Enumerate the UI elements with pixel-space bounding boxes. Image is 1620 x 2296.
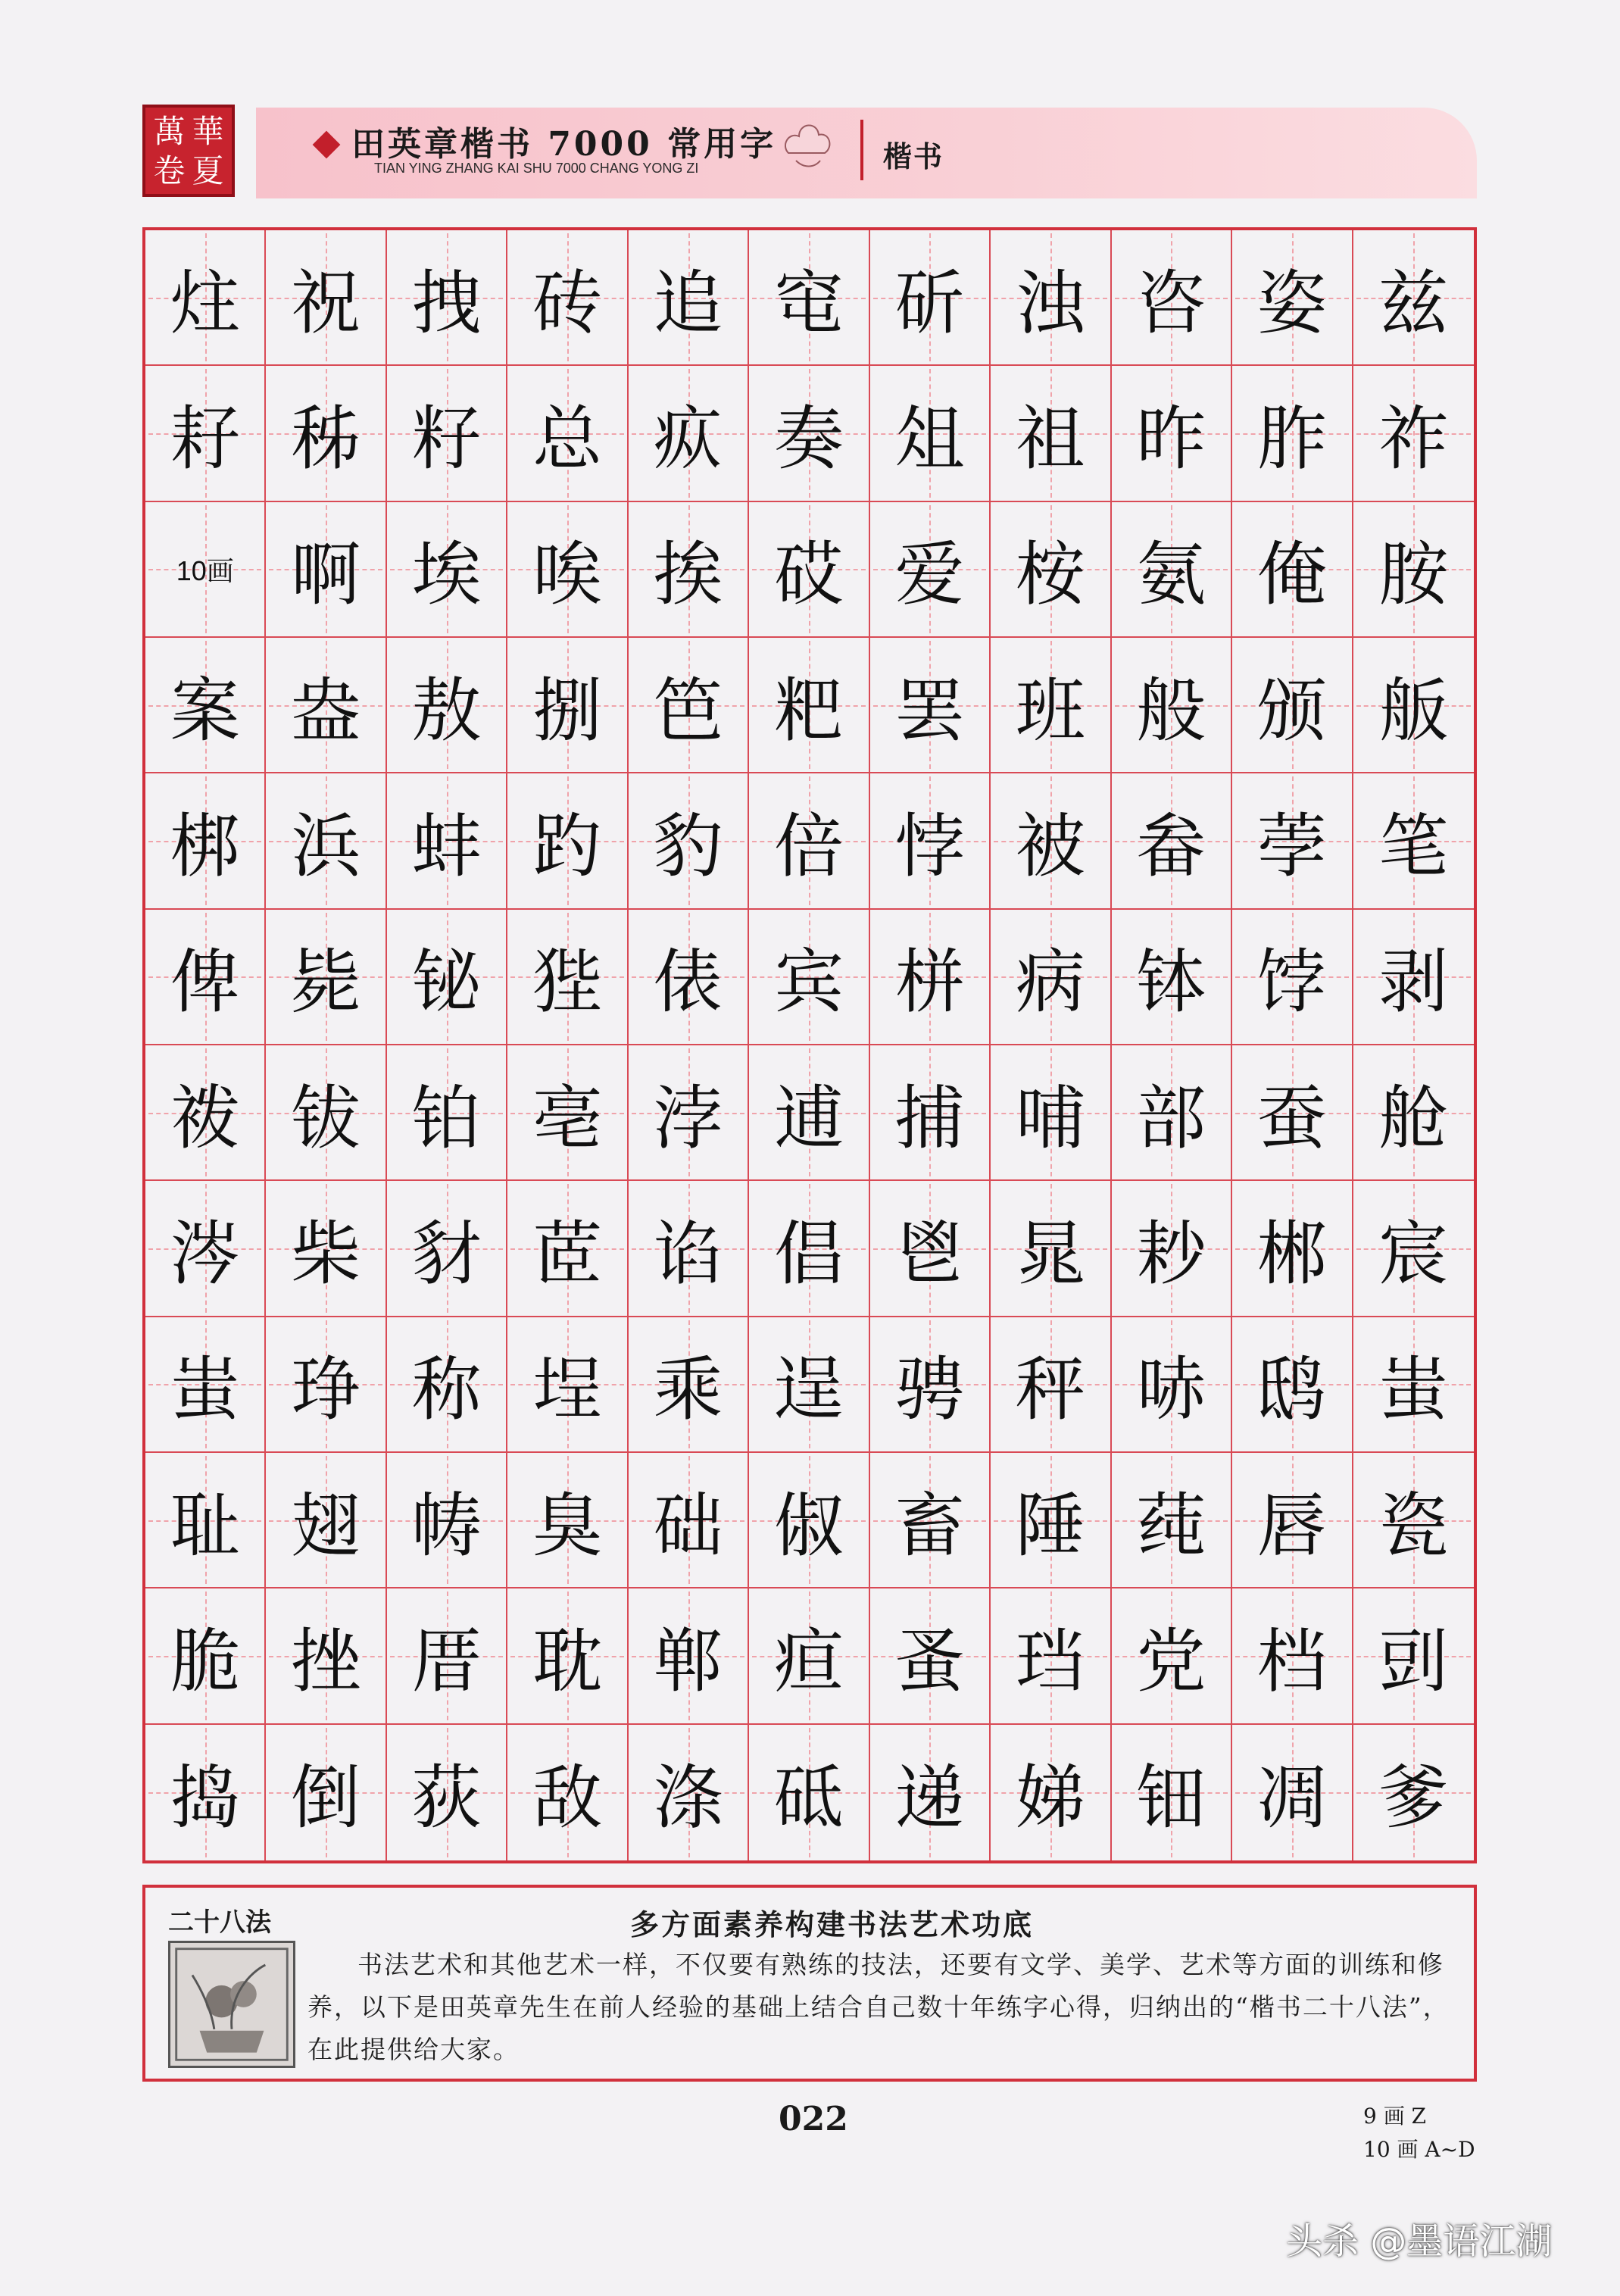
character: 蚌 bbox=[411, 805, 482, 887]
character-cell bbox=[266, 1588, 386, 1724]
character-cell bbox=[507, 1725, 628, 1860]
flower-basket-illustration bbox=[168, 1941, 295, 2068]
character-cell bbox=[145, 910, 266, 1045]
character-cell bbox=[266, 638, 386, 773]
character: 浡 bbox=[653, 1077, 723, 1159]
stroke-count-label-cell bbox=[145, 502, 266, 638]
character: 浜 bbox=[291, 805, 361, 887]
character: 舱 bbox=[1378, 1077, 1449, 1159]
character: 俵 bbox=[653, 942, 723, 1023]
character-cell bbox=[507, 773, 628, 909]
book-title: 田英章楷书 7000 常用字 bbox=[351, 125, 777, 164]
character-cell bbox=[991, 1317, 1111, 1453]
character: 娣 bbox=[1015, 1757, 1085, 1839]
character-cell bbox=[387, 1317, 507, 1453]
character: 粑 bbox=[773, 670, 844, 751]
character: 窀 bbox=[773, 262, 844, 344]
character: 胙 bbox=[1256, 398, 1327, 480]
character-cell bbox=[1353, 230, 1474, 366]
character: 宸 bbox=[1378, 1213, 1449, 1295]
character: 追 bbox=[653, 262, 723, 344]
character: 砥 bbox=[773, 1757, 844, 1839]
character-cell bbox=[507, 1317, 628, 1453]
seal-char: 華 bbox=[192, 113, 224, 150]
index-line: 10 画 A~D bbox=[1363, 2137, 1475, 2162]
character-cell bbox=[266, 1453, 386, 1588]
character-cell bbox=[991, 1725, 1111, 1860]
character-cell bbox=[387, 502, 507, 638]
character: 蚤 bbox=[894, 1620, 965, 1702]
character-cell bbox=[870, 230, 991, 366]
character: 爹 bbox=[1378, 1757, 1449, 1839]
character: 悖 bbox=[894, 805, 965, 887]
character-cell bbox=[629, 1181, 749, 1317]
character-cell bbox=[991, 230, 1111, 366]
character-cell bbox=[507, 1045, 628, 1181]
footer-index bbox=[1363, 2100, 1475, 2166]
character-cell bbox=[749, 366, 869, 501]
character: 荸 bbox=[1256, 805, 1327, 887]
character-cell bbox=[1353, 773, 1474, 909]
character-cell bbox=[507, 910, 628, 1045]
character: 翅 bbox=[291, 1485, 361, 1567]
character: 谄 bbox=[653, 1213, 723, 1295]
character-cell bbox=[1353, 502, 1474, 638]
character-cell bbox=[1353, 366, 1474, 501]
character: 琤 bbox=[291, 1349, 361, 1431]
character-cell bbox=[870, 638, 991, 773]
character-cell bbox=[1232, 1588, 1353, 1724]
character-cell bbox=[507, 1181, 628, 1317]
character: 倡 bbox=[773, 1213, 844, 1295]
character-cell bbox=[1112, 230, 1232, 366]
character: 敖 bbox=[411, 670, 482, 751]
character: 钵 bbox=[1136, 942, 1206, 1023]
character-cell bbox=[1112, 1725, 1232, 1860]
character: 笔 bbox=[1378, 805, 1449, 887]
character: 剥 bbox=[1378, 942, 1449, 1023]
character-grid bbox=[142, 227, 1477, 1863]
character-cell bbox=[749, 230, 869, 366]
character-cell bbox=[1232, 366, 1353, 501]
character-cell bbox=[1232, 1317, 1353, 1453]
character-cell bbox=[1112, 1181, 1232, 1317]
character: 畚 bbox=[1136, 805, 1206, 887]
character-cell bbox=[629, 1317, 749, 1453]
character: 帱 bbox=[411, 1485, 482, 1567]
character-cell bbox=[1112, 1317, 1232, 1453]
character: 畜 bbox=[894, 1485, 965, 1567]
character-cell bbox=[991, 1588, 1111, 1724]
character-cell bbox=[266, 502, 386, 638]
character-cell bbox=[629, 366, 749, 501]
character: 铋 bbox=[411, 942, 482, 1023]
character-cell bbox=[145, 366, 266, 501]
character: 耔 bbox=[170, 398, 240, 480]
character: 捣 bbox=[170, 1757, 240, 1839]
character-cell bbox=[145, 773, 266, 909]
character: 祖 bbox=[1015, 398, 1085, 480]
character-cell bbox=[1353, 1453, 1474, 1588]
watermark-text: 头杀 @墨语江湖 bbox=[1286, 2220, 1553, 2263]
character: 递 bbox=[894, 1757, 965, 1839]
character: 捌 bbox=[532, 670, 603, 751]
page-header bbox=[142, 98, 1477, 198]
character: 厝 bbox=[411, 1620, 482, 1702]
character: 埃 bbox=[411, 534, 482, 616]
character: 蚩 bbox=[170, 1349, 240, 1431]
character: 乘 bbox=[653, 1349, 723, 1431]
character: 埕 bbox=[532, 1349, 603, 1431]
character-cell bbox=[870, 366, 991, 501]
character: 俎 bbox=[894, 398, 965, 480]
character-cell bbox=[507, 1453, 628, 1588]
character: 党 bbox=[1136, 1620, 1206, 1702]
character-cell bbox=[387, 1181, 507, 1317]
character: 疭 bbox=[653, 398, 723, 480]
character: 捕 bbox=[894, 1077, 965, 1159]
character-cell bbox=[266, 773, 386, 909]
character-cell bbox=[1232, 230, 1353, 366]
character-cell bbox=[387, 1453, 507, 1588]
character: 挨 bbox=[653, 534, 723, 616]
character: 唇 bbox=[1256, 1485, 1327, 1567]
character: 俺 bbox=[1256, 534, 1327, 616]
character-cell bbox=[749, 1588, 869, 1724]
character: 砹 bbox=[773, 534, 844, 616]
panel-tag: 二十八法 bbox=[168, 1907, 271, 1938]
character-cell bbox=[629, 1453, 749, 1588]
character: 蚕 bbox=[1256, 1077, 1327, 1159]
character: 耖 bbox=[1136, 1213, 1206, 1295]
character: 凋 bbox=[1256, 1757, 1327, 1839]
character-cell bbox=[870, 1453, 991, 1588]
character-cell bbox=[629, 502, 749, 638]
character: 臭 bbox=[532, 1485, 603, 1567]
character-cell bbox=[870, 1045, 991, 1181]
character-cell bbox=[1112, 1588, 1232, 1724]
character: 颁 bbox=[1256, 670, 1327, 751]
character: 宾 bbox=[773, 942, 844, 1023]
character-cell bbox=[1353, 1181, 1474, 1317]
panel-title: 多方面素养构建书法艺术功底 bbox=[630, 1907, 1035, 1941]
character: 涔 bbox=[170, 1213, 240, 1295]
character-cell bbox=[749, 1181, 869, 1317]
character: 倍 bbox=[773, 805, 844, 887]
character: 础 bbox=[653, 1485, 723, 1567]
info-panel bbox=[142, 1885, 1477, 2082]
character-cell bbox=[1112, 773, 1232, 909]
character-cell bbox=[266, 910, 386, 1045]
stroke-count-label: 10画 bbox=[176, 554, 234, 586]
character-cell bbox=[1232, 1045, 1353, 1181]
character: 啊 bbox=[291, 534, 361, 616]
character-cell bbox=[1112, 1453, 1232, 1588]
character-cell bbox=[1232, 910, 1353, 1045]
character-cell bbox=[991, 366, 1111, 501]
character: 毙 bbox=[291, 942, 361, 1023]
character: 秭 bbox=[291, 398, 361, 480]
character: 钿 bbox=[1136, 1757, 1206, 1839]
character-cell bbox=[629, 773, 749, 909]
character: 郸 bbox=[653, 1620, 723, 1702]
character-cell bbox=[1112, 366, 1232, 501]
character-cell bbox=[991, 1181, 1111, 1317]
character: 狴 bbox=[532, 942, 603, 1023]
character: 骋 bbox=[894, 1349, 965, 1431]
character: 爱 bbox=[894, 534, 965, 616]
seal-char: 夏 bbox=[192, 152, 224, 189]
character-cell bbox=[870, 502, 991, 638]
character-cell bbox=[266, 1181, 386, 1317]
character-cell bbox=[145, 1181, 266, 1317]
character-cell bbox=[145, 1588, 266, 1724]
character: 舨 bbox=[1378, 670, 1449, 751]
character: 钹 bbox=[291, 1077, 361, 1159]
book-subtitle: TIAN YING ZHANG KAI SHU 7000 CHANG YONG ZI bbox=[374, 161, 699, 176]
character: 豺 bbox=[411, 1213, 482, 1295]
character: 荻 bbox=[411, 1757, 482, 1839]
character: 祚 bbox=[1378, 398, 1449, 480]
character: 耽 bbox=[532, 1620, 603, 1702]
character: 哺 bbox=[1015, 1077, 1085, 1159]
character: 盎 bbox=[291, 670, 361, 751]
character-cell bbox=[870, 1317, 991, 1453]
character: 倒 bbox=[291, 1757, 361, 1839]
character: 炷 bbox=[170, 262, 240, 344]
character: 病 bbox=[1015, 942, 1085, 1023]
character-cell bbox=[991, 773, 1111, 909]
character-cell bbox=[145, 1045, 266, 1181]
character: 莼 bbox=[1136, 1485, 1206, 1567]
character-cell bbox=[1112, 1045, 1232, 1181]
character-cell bbox=[749, 1453, 869, 1588]
character-cell bbox=[1353, 1588, 1474, 1724]
character: 亳 bbox=[532, 1077, 603, 1159]
character: 鸱 bbox=[1256, 1349, 1327, 1431]
character: 班 bbox=[1015, 670, 1085, 751]
character: 脆 bbox=[170, 1620, 240, 1702]
character-cell bbox=[387, 230, 507, 366]
character-cell bbox=[507, 366, 628, 501]
character-cell bbox=[507, 638, 628, 773]
character-cell bbox=[629, 1725, 749, 1860]
character: 蚩 bbox=[1378, 1349, 1449, 1431]
character-cell bbox=[991, 1045, 1111, 1181]
character: 氨 bbox=[1136, 534, 1206, 616]
character: 砖 bbox=[532, 262, 603, 344]
seal-char: 萬 bbox=[153, 113, 186, 150]
character-cell bbox=[1353, 1045, 1474, 1181]
character-cell bbox=[1112, 502, 1232, 638]
character: 昨 bbox=[1136, 398, 1206, 480]
character-cell bbox=[145, 1453, 266, 1588]
character: 郴 bbox=[1256, 1213, 1327, 1295]
character: 部 bbox=[1136, 1077, 1206, 1159]
character: 俶 bbox=[773, 1485, 844, 1567]
character-cell bbox=[991, 1453, 1111, 1588]
character-cell bbox=[145, 1317, 266, 1453]
character: 饽 bbox=[1256, 942, 1327, 1023]
character: 档 bbox=[1256, 1620, 1327, 1702]
character-cell bbox=[629, 638, 749, 773]
character-cell bbox=[1112, 638, 1232, 773]
index-line: 9 画 Z bbox=[1363, 2104, 1427, 2129]
category-label: 楷书 bbox=[883, 139, 944, 173]
character: 逋 bbox=[773, 1077, 844, 1159]
character-cell bbox=[387, 1725, 507, 1860]
character-cell bbox=[266, 1725, 386, 1860]
character: 涤 bbox=[653, 1757, 723, 1839]
character: 罢 bbox=[894, 670, 965, 751]
character: 耻 bbox=[170, 1485, 240, 1567]
character-cell bbox=[629, 1588, 749, 1724]
character-cell bbox=[629, 230, 749, 366]
character-cell bbox=[749, 638, 869, 773]
panel-body-text: 书法艺术和其他艺术一样，不仅要有熟练的技法，还要有文学、美学、艺术等方面的训练和修养，以下是田英章先生在前人经验的基础上结合自己数十年练字心得，归纳出的“楷书二十八法”，在此提供给大家。 bbox=[307, 1950, 1450, 2064]
character-cell bbox=[749, 1045, 869, 1181]
character: 梆 bbox=[170, 805, 240, 887]
character: 哧 bbox=[1136, 1349, 1206, 1431]
character: 逞 bbox=[773, 1349, 844, 1431]
cloud-ornament-icon bbox=[781, 115, 834, 171]
character-cell bbox=[629, 1045, 749, 1181]
character: 趵 bbox=[532, 805, 603, 887]
character-cell bbox=[387, 638, 507, 773]
character-cell bbox=[1353, 910, 1474, 1045]
character-cell bbox=[266, 230, 386, 366]
character-cell bbox=[1232, 502, 1353, 638]
character: 柴 bbox=[291, 1213, 361, 1295]
character: 晁 bbox=[1015, 1213, 1085, 1295]
character: 拽 bbox=[411, 262, 482, 344]
character-cell bbox=[387, 910, 507, 1045]
character-cell bbox=[387, 1045, 507, 1181]
character: 瓷 bbox=[1378, 1485, 1449, 1567]
character: 陲 bbox=[1015, 1485, 1085, 1567]
character: 总 bbox=[532, 398, 603, 480]
character-cell bbox=[749, 1317, 869, 1453]
character-cell bbox=[1353, 1317, 1474, 1453]
seal-char: 卷 bbox=[153, 152, 186, 189]
character-cell bbox=[749, 1725, 869, 1860]
character-cell bbox=[387, 366, 507, 501]
character-cell bbox=[507, 502, 628, 638]
seal-logo bbox=[142, 105, 235, 197]
character: 俾 bbox=[170, 942, 240, 1023]
character-cell bbox=[749, 910, 869, 1045]
character-cell bbox=[870, 773, 991, 909]
character: 袯 bbox=[170, 1077, 240, 1159]
character: 秤 bbox=[1015, 1349, 1085, 1431]
character-cell bbox=[749, 773, 869, 909]
character-cell bbox=[1232, 1453, 1353, 1588]
character: 浊 bbox=[1015, 262, 1085, 344]
character-cell bbox=[266, 366, 386, 501]
character-cell bbox=[266, 1317, 386, 1453]
character: 祝 bbox=[291, 262, 361, 344]
character-cell bbox=[145, 1725, 266, 1860]
character: 被 bbox=[1015, 805, 1085, 887]
character: 胺 bbox=[1378, 534, 1449, 616]
character-cell bbox=[1232, 1181, 1353, 1317]
header-divider bbox=[860, 120, 863, 180]
character-cell bbox=[1232, 773, 1353, 909]
character-cell bbox=[1232, 1725, 1353, 1860]
character-cell bbox=[629, 910, 749, 1045]
character: 兹 bbox=[1378, 262, 1449, 344]
character: 斫 bbox=[894, 262, 965, 344]
character-cell bbox=[991, 638, 1111, 773]
character-cell bbox=[749, 502, 869, 638]
character: 挫 bbox=[291, 1620, 361, 1702]
character-cell bbox=[870, 1181, 991, 1317]
character-cell bbox=[870, 910, 991, 1045]
character-cell bbox=[991, 502, 1111, 638]
character-cell bbox=[991, 910, 1111, 1045]
character: 般 bbox=[1136, 670, 1206, 751]
character-cell bbox=[145, 230, 266, 366]
character-cell bbox=[507, 230, 628, 366]
character: 姿 bbox=[1256, 262, 1327, 344]
character: 珰 bbox=[1015, 1620, 1085, 1702]
character: 剅 bbox=[1378, 1620, 1449, 1702]
character-cell bbox=[1232, 638, 1353, 773]
character-cell bbox=[870, 1588, 991, 1724]
character-cell bbox=[145, 638, 266, 773]
character: 铂 bbox=[411, 1077, 482, 1159]
character: 鬯 bbox=[894, 1213, 965, 1295]
character-cell bbox=[507, 1588, 628, 1724]
character: 敌 bbox=[532, 1757, 603, 1839]
character-cell bbox=[870, 1725, 991, 1860]
character-cell bbox=[1353, 638, 1474, 773]
character-cell bbox=[387, 1588, 507, 1724]
character-cell bbox=[266, 1045, 386, 1181]
character: 籽 bbox=[411, 398, 482, 480]
character-cell bbox=[387, 773, 507, 909]
character: 案 bbox=[170, 670, 240, 751]
character: 茝 bbox=[532, 1213, 603, 1295]
character: 唉 bbox=[532, 534, 603, 616]
character: 奏 bbox=[773, 398, 844, 480]
character: 称 bbox=[411, 1349, 482, 1431]
character: 栟 bbox=[894, 942, 965, 1023]
character: 咨 bbox=[1136, 262, 1206, 344]
character: 疸 bbox=[773, 1620, 844, 1702]
character: 笆 bbox=[653, 670, 723, 751]
character-cell bbox=[1112, 910, 1232, 1045]
character: 桉 bbox=[1015, 534, 1085, 616]
character: 豹 bbox=[653, 805, 723, 887]
character-cell bbox=[1353, 1725, 1474, 1860]
page-number: 022 bbox=[779, 2100, 848, 2138]
